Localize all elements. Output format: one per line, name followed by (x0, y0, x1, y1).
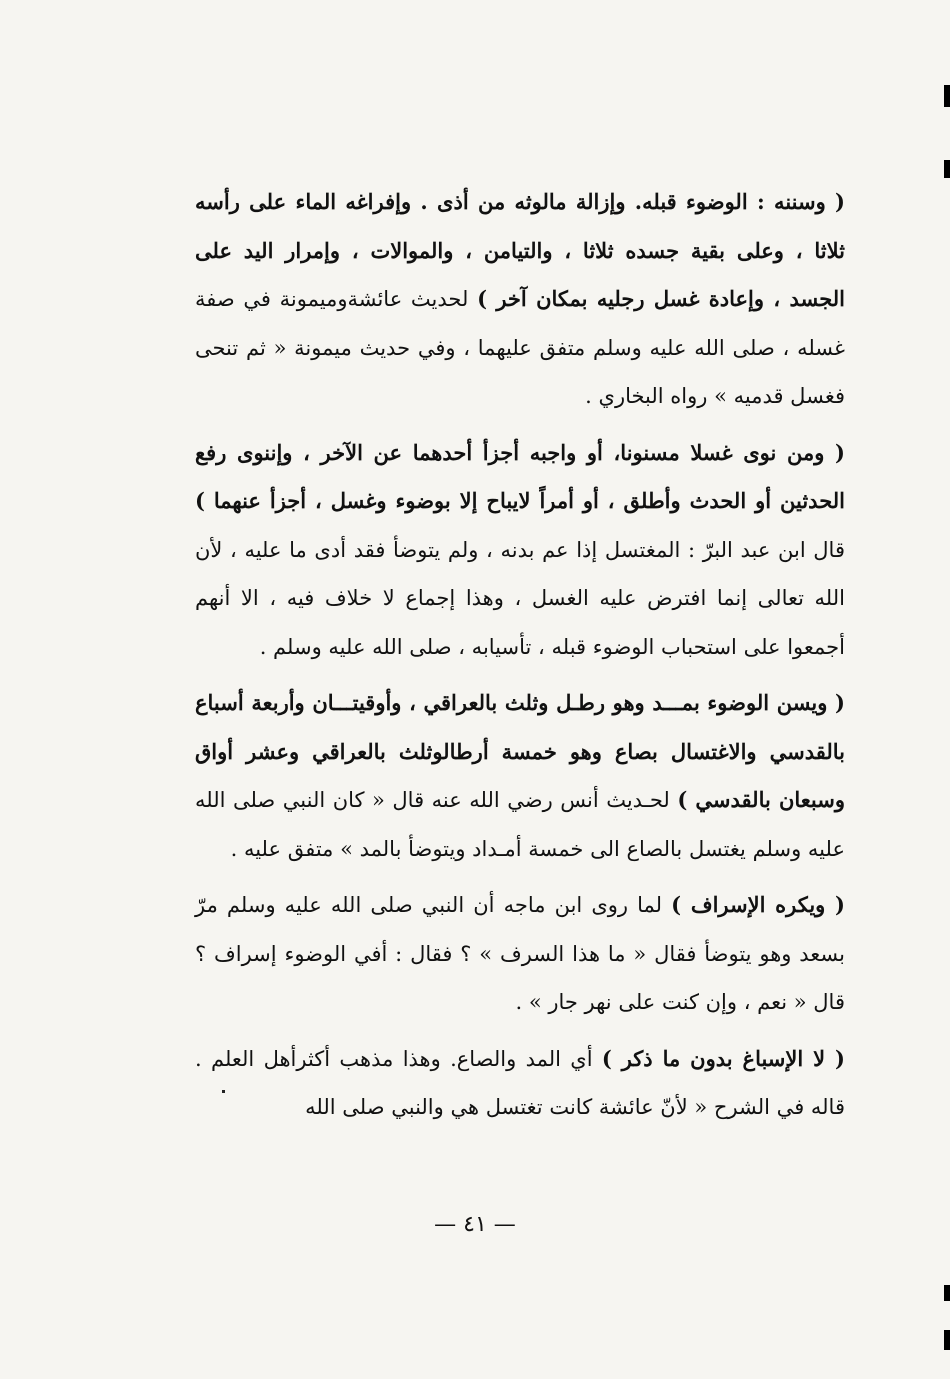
bold-heading: ( ومن نوى غسلا مسنونا، أو واجبه أجزأ أحدهما عن الآخر ، وإننوى رفع الحدثين أو الحدث وأطلق ، أو أمراً لايباح إلا بوضوء وغسل ، أجزأ عنهما ) (195, 439, 845, 513)
paragraph-niyya (195, 429, 845, 672)
paragraph-mudd-saa (195, 679, 845, 873)
bold-heading: ( ويسن الوضوء بمـــد وهو رطـل وثلث بالعراقي ، وأوقيتـــان وأربعة أسباع بالقدسي والاغتسال بصاع وهو خمسة أرطالوثلث بالعراقي وعشر أواق وسبعان بالقدسي ) (195, 690, 845, 812)
commentary: لحـديث أنس رضي الله عنه قال « كان النبي صلى الله عليه وسلم يغتسل بالصاع الى خمسة أمـداد ويتوضأ بالمد » متفق عليه . (195, 788, 845, 861)
scan-dot (222, 1090, 225, 1093)
scan-edge-mark (944, 85, 950, 107)
commentary: لحديث عائشةوميمونة في صفة غسله ، صلى الله عليه وسلم متفق عليهما ، وفي حديث ميمونة « ثم تنحى فغسل قدميه » رواه البخاري . (195, 287, 845, 408)
commentary: قال ابن عبد البرّ : المغتسل إذا عم بدنه ، ولم يتوضأ فقد أدى ما عليه ، لأن الله تعالى إنما افترض عليه الغسل ، وهذا إجماع لا خلاف فيه ، الا أنهم أجمعوا على استحباب الوضوء قبله ، تأسيابه ، صلى الله عليه وسلم . (195, 537, 845, 659)
bold-heading: ( وسننه : الوضوء قبله. وإزالة مالوثه من أذى . وإفراغه الماء على رأسه ثلاثا ، وعلى بقية جسده ثلاثا ، والتيامن ، والموالات ، وإمرار اليد على الجسد ، وإعادة غسل رجليه بمكان آخر ) (195, 189, 846, 311)
bold-heading: ( لا الإسباغ بدون ما ذكر ) (601, 1045, 845, 1071)
commentary: لما روى ابن ماجه أن النبي صلى الله عليه وسلم مرّ بسعد وهو يتوضأ فقال « ما هذا السرف » ؟ فقال : أفي الوضوء إسراف ؟ قال « نعم ، وإن كنت على نهر جار » . (195, 893, 845, 1014)
commentary: أي المد والصاع. وهذا مذهب أكثرأهل العلم . قاله في الشرح « لأنّ عائشة كانت تغتسل هي والنبي صلى الله (195, 1046, 845, 1119)
scan-edge-mark (944, 1330, 950, 1350)
paragraph-sunan-ghusl (195, 178, 845, 421)
paragraph-israf (195, 881, 845, 1027)
bold-heading: ( ويكره الإسراف ) (671, 892, 845, 917)
body-text (195, 178, 845, 1132)
paragraph-isbagh (195, 1035, 845, 1132)
scan-edge-mark (944, 160, 950, 178)
page-number: — ٤١ — (434, 1212, 516, 1237)
scan-edge-mark (944, 1285, 950, 1301)
